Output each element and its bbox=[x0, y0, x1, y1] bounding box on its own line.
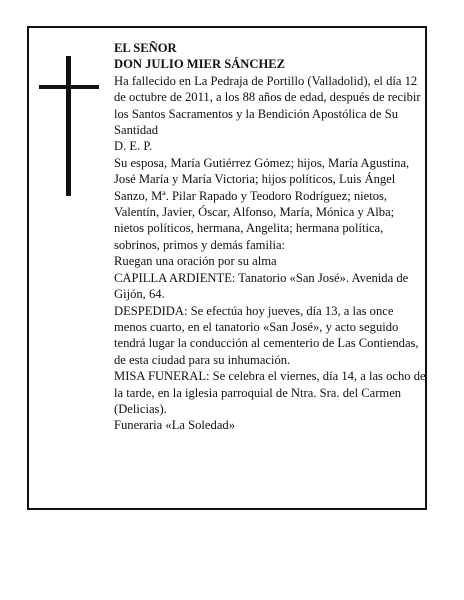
farewell-info: DESPEDIDA: Se efectúa hoy jueves, día 13, a las once menos cuarto, en el tanatorio «San José», y acto seguido tendrá lugar la conducción al cementerio de Las Contiendas, de esta ciudad para su inhumación. bbox=[114, 303, 419, 367]
cross-horizontal-bar bbox=[39, 85, 99, 89]
death-announcement: Ha fallecido en La Pedraja de Portillo (Valladolid), el día 12 de octubre de 2011, a los 88 años de edad, después de recibir los Santos Sacramentos y la Bendición Apostólica de Su Santidad bbox=[114, 73, 421, 138]
family-list: Su esposa, María Gutiérrez Gómez; hijos, María Agustina, José María y María Victoria; hijos políticos, Luis Ángel Sanzo, Mª. Pilar Rapado y Teodoro Rodríguez; nietos, Valentín, Javier, Óscar, Alfonso, María, Mónica y Alba; nietos políticos, hermana, Angelita; hermana política, sobrinos, primos y demás familia: bbox=[114, 155, 410, 252]
chapel-info: CAPILLA ARDIENTE: Tanatorio «San José». Avenida de Gijón, 64. bbox=[114, 270, 409, 302]
funeral-home: Funeraria «La Soledad» bbox=[114, 418, 235, 433]
prayer-request: Ruegan una oración por su alma bbox=[114, 254, 277, 269]
dep-line: D. E. P. bbox=[114, 139, 153, 154]
cross-vertical-bar bbox=[66, 56, 71, 196]
notice-title: EL SEÑOR bbox=[114, 41, 177, 55]
funeral-mass-info: MISA FUNERAL: Se celebra el viernes, día 14, a las ocho de la tarde, en la iglesia parroquial de Ntra. Sra. del Carmen (Delicias). bbox=[114, 369, 426, 416]
cross-icon bbox=[39, 56, 99, 196]
obituary-notice bbox=[27, 26, 427, 510]
obituary-text bbox=[114, 40, 426, 434]
deceased-name: DON JULIO MIER SÁNCHEZ bbox=[114, 57, 286, 72]
